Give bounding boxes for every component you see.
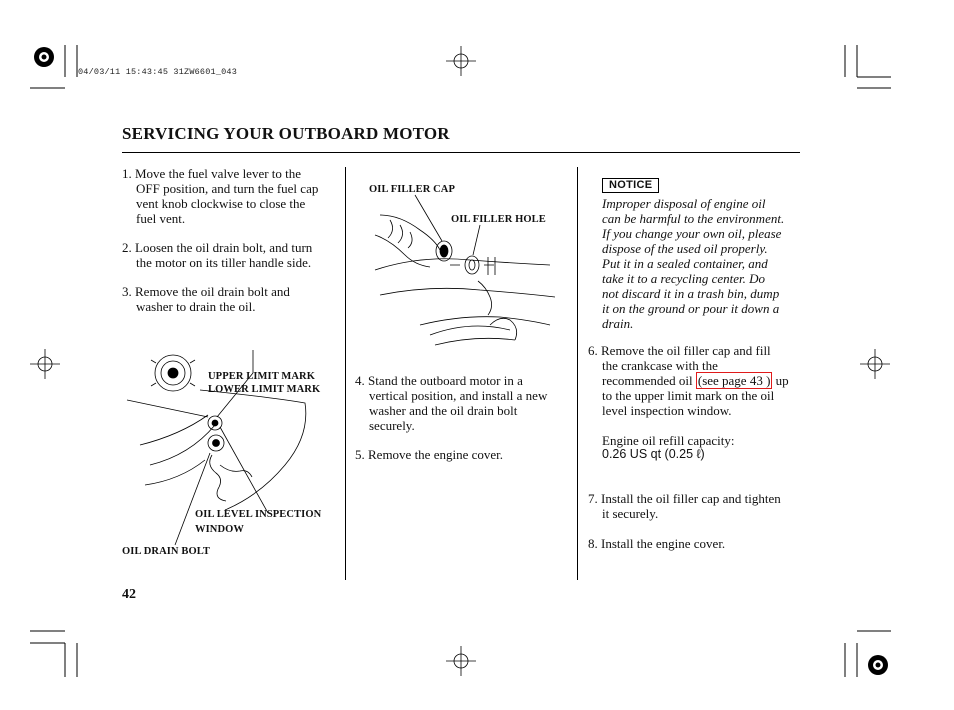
step-6-line: 6. Remove the oil filler cap and fill: [588, 343, 771, 358]
step-6-text: recommended oil: [602, 373, 693, 388]
notice-line: can be harmful to the environment.: [602, 211, 785, 226]
step-6-line: [588, 373, 808, 388]
step-2: [122, 240, 342, 270]
notice-line: it on the ground or pour it down a: [602, 301, 780, 316]
step-4-line: washer and the oil drain bolt: [369, 403, 518, 418]
notice-line: take it to a recycling center. Do: [602, 271, 766, 286]
figure-label-oil-drain-bolt: OIL DRAIN BOLT: [122, 546, 210, 557]
step-3: [122, 284, 342, 314]
notice-line: Improper disposal of engine oil: [602, 196, 766, 211]
step-4: [355, 373, 575, 433]
step-5: [355, 447, 575, 462]
step-6: [588, 343, 808, 418]
figure-label-line: OIL LEVEL INSPECTION: [195, 509, 322, 520]
column-divider-2: [577, 167, 578, 580]
capacity-label: Engine oil refill capacity:: [602, 433, 735, 448]
see-page-43-link[interactable]: (see page 43 ): [697, 373, 771, 388]
step-1-line: fuel vent.: [136, 211, 186, 226]
figure-label-upper-limit-mark: UPPER LIMIT MARK: [208, 371, 315, 382]
page-number: 42: [122, 587, 136, 602]
step-5-line: 5. Remove the engine cover.: [355, 447, 504, 462]
step-3-line: washer to drain the oil.: [136, 299, 256, 314]
step-1-line: vent knob clockwise to close the: [136, 196, 306, 211]
step-8-line: 8. Install the engine cover.: [588, 536, 726, 551]
step-6-line: the crankcase with the: [602, 358, 718, 373]
step-6-text: up: [775, 373, 789, 388]
step-1: [122, 166, 342, 226]
step-7-line: it securely.: [602, 506, 659, 521]
oil-filler-illustration: [360, 185, 560, 355]
figure-label-lower-limit-mark: LOWER LIMIT MARK: [208, 384, 321, 395]
step-6-line: to the upper limit mark on the oil: [602, 388, 775, 403]
step-6-line: level inspection window.: [602, 403, 732, 418]
notice-line: drain.: [602, 316, 634, 331]
step-3-line: 3. Remove the oil drain bolt and: [122, 284, 290, 299]
notice-line: Put it in a sealed container, and: [602, 256, 768, 271]
step-8: [588, 536, 808, 551]
figure-label-line: WINDOW: [195, 524, 245, 535]
column-divider-1: [345, 167, 346, 580]
header-rule: [122, 152, 800, 153]
notice-line: dispose of the used oil properly.: [602, 241, 768, 256]
notice-badge: NOTICE: [602, 178, 659, 193]
notice-text: [602, 196, 812, 331]
step-1-line: 1. Move the fuel valve lever to the: [122, 166, 302, 181]
figure-label-oil-filler-hole: OIL FILLER HOLE: [451, 214, 546, 225]
figure-label-oil-level-window: [195, 507, 321, 537]
step-7: [588, 491, 808, 521]
step-4-line: 4. Stand the outboard motor in a: [355, 373, 523, 388]
step-1-line: OFF position, and turn the fuel cap: [136, 181, 319, 196]
notice-line: not discard it in a trash bin, dump: [602, 286, 780, 301]
step-4-line: vertical position, and install a new: [369, 388, 548, 403]
figure-label-oil-filler-cap: OIL FILLER CAP: [369, 184, 455, 195]
step-4-line: securely.: [369, 418, 415, 433]
capacity-value: 0.26 US qt (0.25 ℓ): [602, 447, 705, 461]
notice-line: If you change your own oil, please: [602, 226, 782, 241]
step-2-line: 2. Loosen the oil drain bolt, and turn: [122, 240, 313, 255]
step-7-line: 7. Install the oil filler cap and tighten: [588, 491, 781, 506]
print-stamp: 04/03/11 15:43:45 31ZW6601_043: [78, 67, 238, 77]
step-2-line: the motor on its tiller handle side.: [136, 255, 312, 270]
page-title: SERVICING YOUR OUTBOARD MOTOR: [122, 124, 450, 143]
